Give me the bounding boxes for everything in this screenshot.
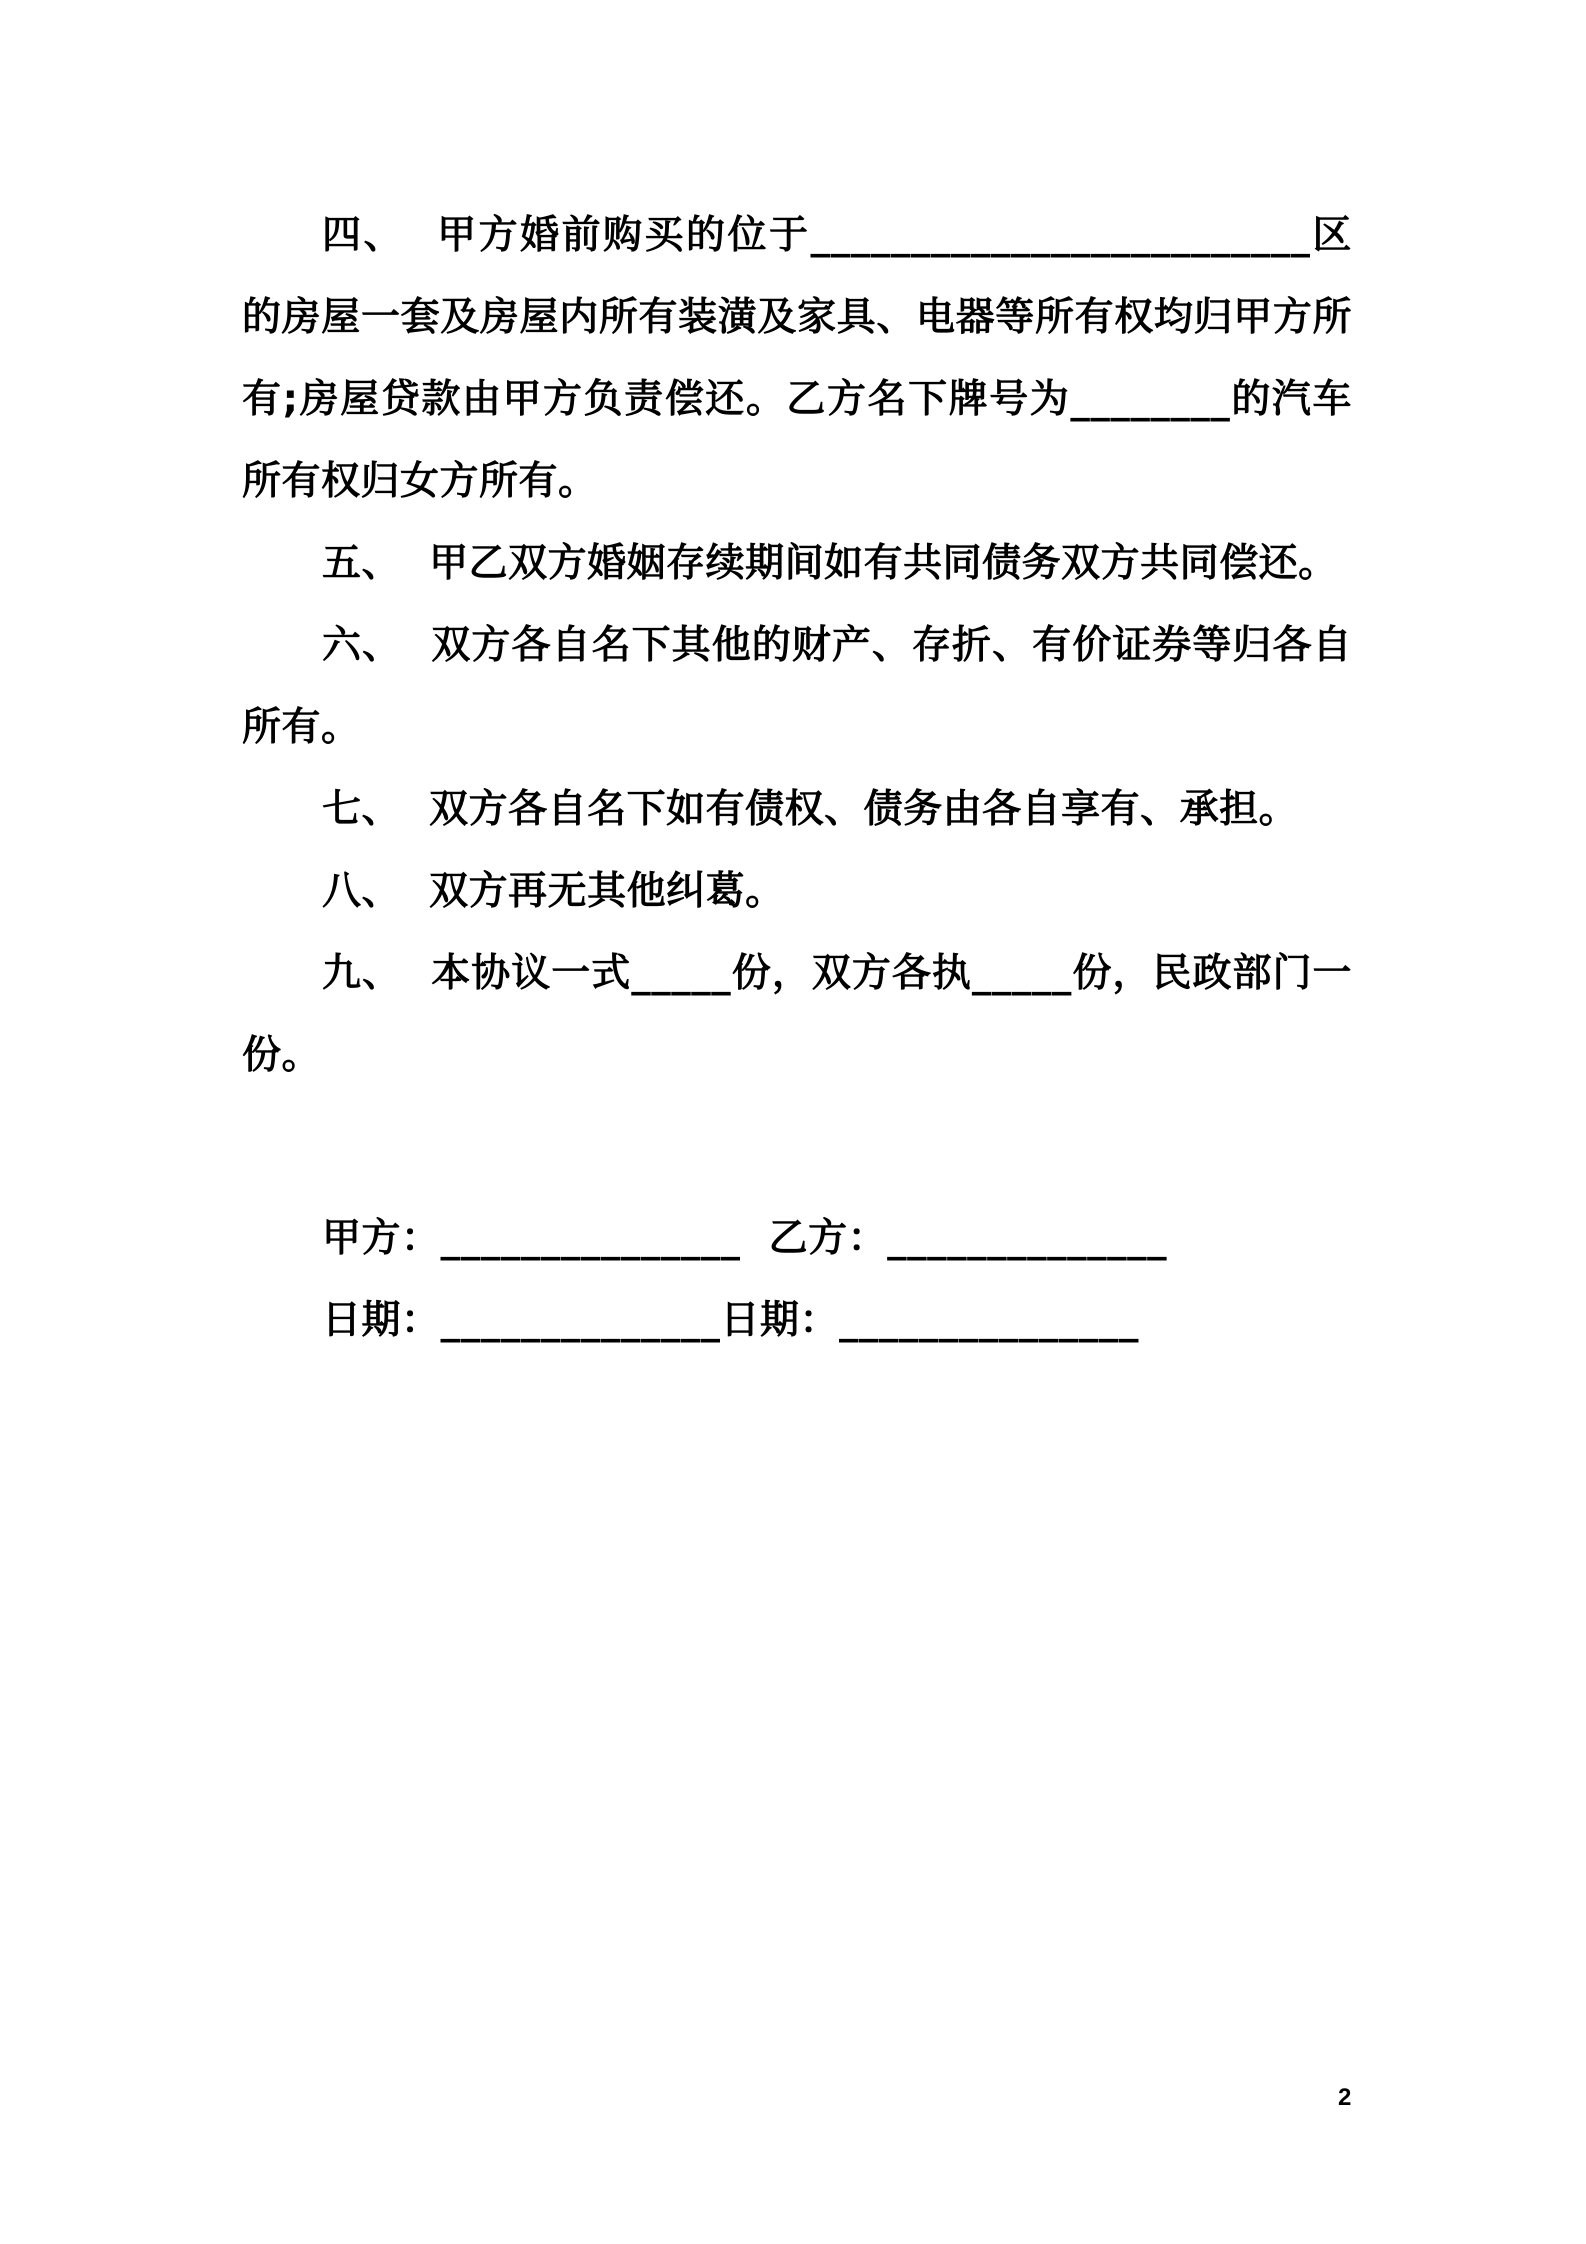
- date-signature-line: 日期：______________日期：_______________: [322, 1298, 1140, 1343]
- page-number: 2: [1338, 2084, 1352, 2111]
- signature-block: [322, 1198, 1167, 1362]
- clause-six: 六、 双方各自名下其他的财产、存折、有价证券等归各自所有。: [242, 623, 1352, 750]
- clause-seven: 七、 双方各自名下如有债权、债务由各自享有、承担。: [322, 787, 1299, 832]
- clause-five: 五、 甲乙双方婚姻存续期间如有共同债务双方共同偿还。: [322, 541, 1338, 586]
- clause-four: 四、 甲方婚前购买的位于_________________________区的房屋一套及房屋内所有装潢及家具、电器等所有权均归甲方所有;房屋贷款由甲方负责偿还。乙方名下牌号为________的汽车所有权归女方所有。: [242, 213, 1352, 504]
- clause-nine: 九、 本协议一式_____份，双方各执_____份，民政部门一份。: [242, 951, 1352, 1078]
- agreement-clauses: [242, 195, 1352, 1097]
- clause-eight: 八、 双方再无其他纠葛。: [322, 869, 785, 914]
- party-signature-line: 甲方：_______________ 乙方：______________: [322, 1216, 1168, 1261]
